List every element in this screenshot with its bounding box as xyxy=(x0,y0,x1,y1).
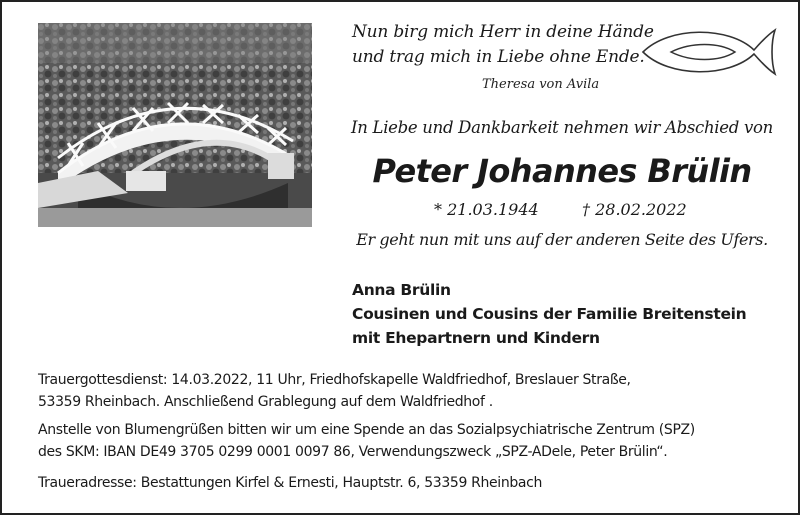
mourning-address xyxy=(38,472,542,494)
birth-date: * 21.03.1944 xyxy=(434,200,539,219)
verse-line-2: und trag mich in Liebe ohne Ende. xyxy=(352,47,645,67)
bridge-photo-drawing xyxy=(38,23,312,227)
mourner-line: Anna Brülin xyxy=(352,281,451,299)
mourner-line: mit Ehepartnern und Kindern xyxy=(352,329,600,347)
donation-line-1: Anstelle von Blumengrüßen bitten wir um eine Spende an das Sozialpsychiatrische Zentrum (SPZ) xyxy=(38,422,695,438)
bridge-photo xyxy=(38,23,312,227)
death-date: † 28.02.2022 xyxy=(582,200,687,219)
donation-info xyxy=(38,419,695,463)
service-line-2: 53359 Rheinbach. Anschließend Grablegung auf dem Waldfriedhof . xyxy=(38,394,493,410)
deceased-name: Peter Johannes Brülin xyxy=(372,152,752,190)
mourner-line: Cousinen und Cousins der Familie Breitenstein xyxy=(352,305,747,323)
verse-author: Theresa von Avila xyxy=(482,77,600,92)
service-info xyxy=(38,369,631,413)
intro-text: In Liebe und Dankbarkeit nehmen wir Abschied von xyxy=(351,118,773,137)
address-line: Traueradresse: Bestattungen Kirfel & Ernesti, Hauptstr. 6, 53359 Rheinbach xyxy=(38,475,543,491)
mourners-list xyxy=(352,278,746,350)
verse-line-1: Nun birg mich Herr in deine Hände xyxy=(352,22,654,42)
donation-line-2: des SKM: IBAN DE49 3705 0299 0001 0097 86, Verwendungszweck „SPZ-ADele, Peter Brülin“. xyxy=(38,444,668,460)
farewell-text: Er geht nun mit uns auf der anderen Seite des Ufers. xyxy=(356,230,768,249)
verse xyxy=(352,20,654,70)
fish-icon xyxy=(639,24,779,80)
service-line-1: Trauergottesdienst: 14.03.2022, 11 Uhr, Friedhofskapelle Waldfriedhof, Breslauer Straße, xyxy=(38,372,631,388)
